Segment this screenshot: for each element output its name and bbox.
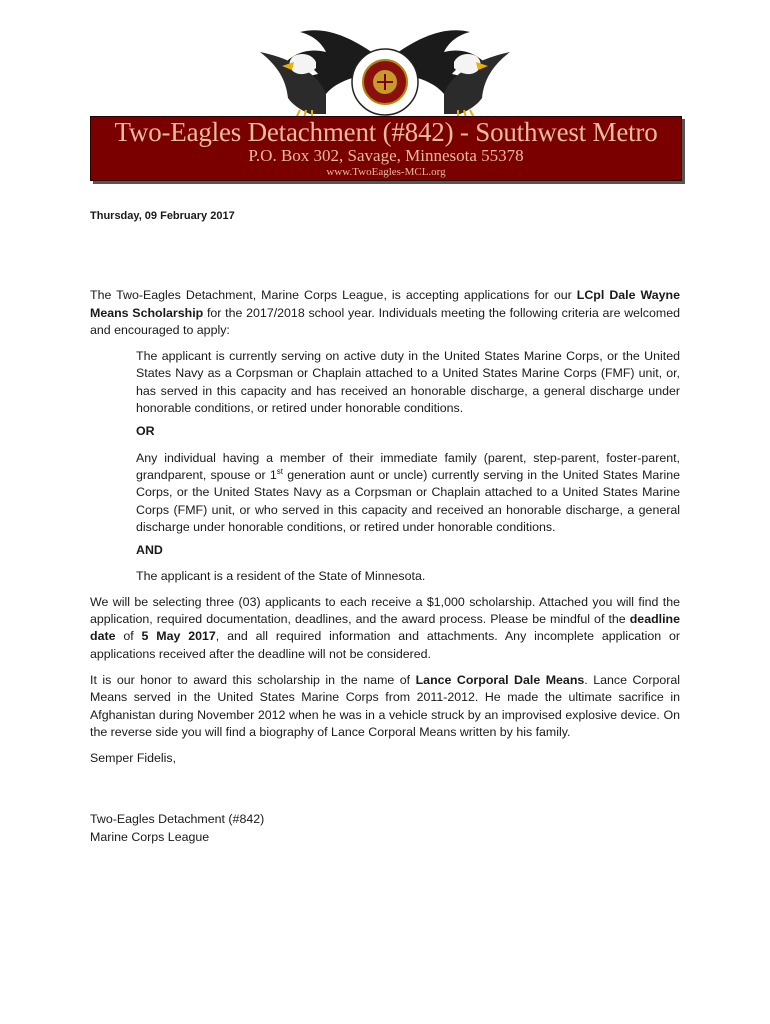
letterhead — [0, 0, 770, 190]
signature-line-1: Two-Eagles Detachment (#842) — [90, 812, 265, 827]
selection-text: We will be selecting three (03) applicants to each receive a $1,000 scholarship. Attached you will find the application, required documentation, deadlines, and the award process. Please be mindful of the — [90, 594, 680, 627]
criteria-1: The applicant is currently serving on active duty in the United States Marine Corps, or the United States Navy as a Corpsman or Chaplain attached to a United States Marine Corps (FMF) unit, or, has served in this capacity and has received an honorable discharge, a general discharge under honorable conditions, or retired under honorable conditions. — [136, 349, 680, 416]
intro-text-cont: for the 2017/2018 school year. Individuals meeting the following criteria are welcomed and encouraged to apply: — [90, 305, 680, 337]
criteria-3: The applicant is a resident of the State of Minnesota. — [136, 569, 426, 584]
intro-paragraph — [90, 287, 680, 339]
letterhead-banner — [90, 116, 682, 181]
ordinal-sup: st — [276, 466, 284, 476]
deadline-label: deadline date — [90, 612, 680, 644]
detachment-seal-icon — [352, 49, 418, 115]
two-eagles-emblem-icon — [230, 18, 540, 122]
scholarship-name: LCpl Dale Wayne Means Scholarship — [90, 288, 680, 320]
criteria-2-text: Any individual having a member of their immediate family (parent, step-parent, foster-parent, grandparent, spouse or 1 — [136, 450, 680, 482]
selection-paragraph — [90, 594, 680, 663]
closing: Semper Fidelis, — [90, 751, 177, 766]
signature-line-2: Marine Corps League — [90, 829, 210, 844]
selection-text-cont: , and all required information and attachments. Any incomplete application or applications received after the deadline will not be considered. — [90, 629, 680, 661]
criteria-and: AND — [136, 543, 163, 558]
honor-text-cont: . Lance Corporal Means served in the United States Marine Corps from 2011-2012. He made the ultimate sacrifice in Afghanistan during November 2012 when he was in a vehicle struck by an improvised explosive device. On the reverse side you will find a biography of Lance Corporal Means written by his family. — [90, 672, 680, 739]
criteria-or: OR — [136, 424, 155, 439]
selection-text-of: of — [115, 629, 142, 644]
honoree-name: Lance Corporal Dale Means — [415, 672, 585, 687]
deadline-date: 5 May 2017 — [141, 629, 216, 644]
honor-paragraph — [90, 672, 680, 741]
honor-text: It is our honor to award this scholarship in the name of — [90, 672, 416, 687]
detachment-title: Two-Eagles Detachment (#842) - Southwest Metro — [114, 117, 658, 147]
criteria-2 — [136, 450, 680, 536]
intro-text: The Two-Eagles Detachment, Marine Corps League, is accepting applications for our — [90, 288, 577, 303]
detachment-website: www.TwoEagles-MCL.org — [326, 166, 446, 178]
criteria-2-text-cont: generation aunt or uncle) currently serving in the United States Marine Corps, or the United States Navy as a Corpsman or Chaplain attached to a United States Marine Corps (FMF) unit, or who served in this capacity and received an honorable discharge, a general discharge under honorable conditions, or retired under honorable conditions. — [136, 467, 680, 534]
letter-body — [90, 208, 680, 846]
letter-date: Thursday, 09 February 2017 — [90, 210, 235, 222]
detachment-address: P.O. Box 302, Savage, Minnesota 55378 — [248, 146, 524, 165]
